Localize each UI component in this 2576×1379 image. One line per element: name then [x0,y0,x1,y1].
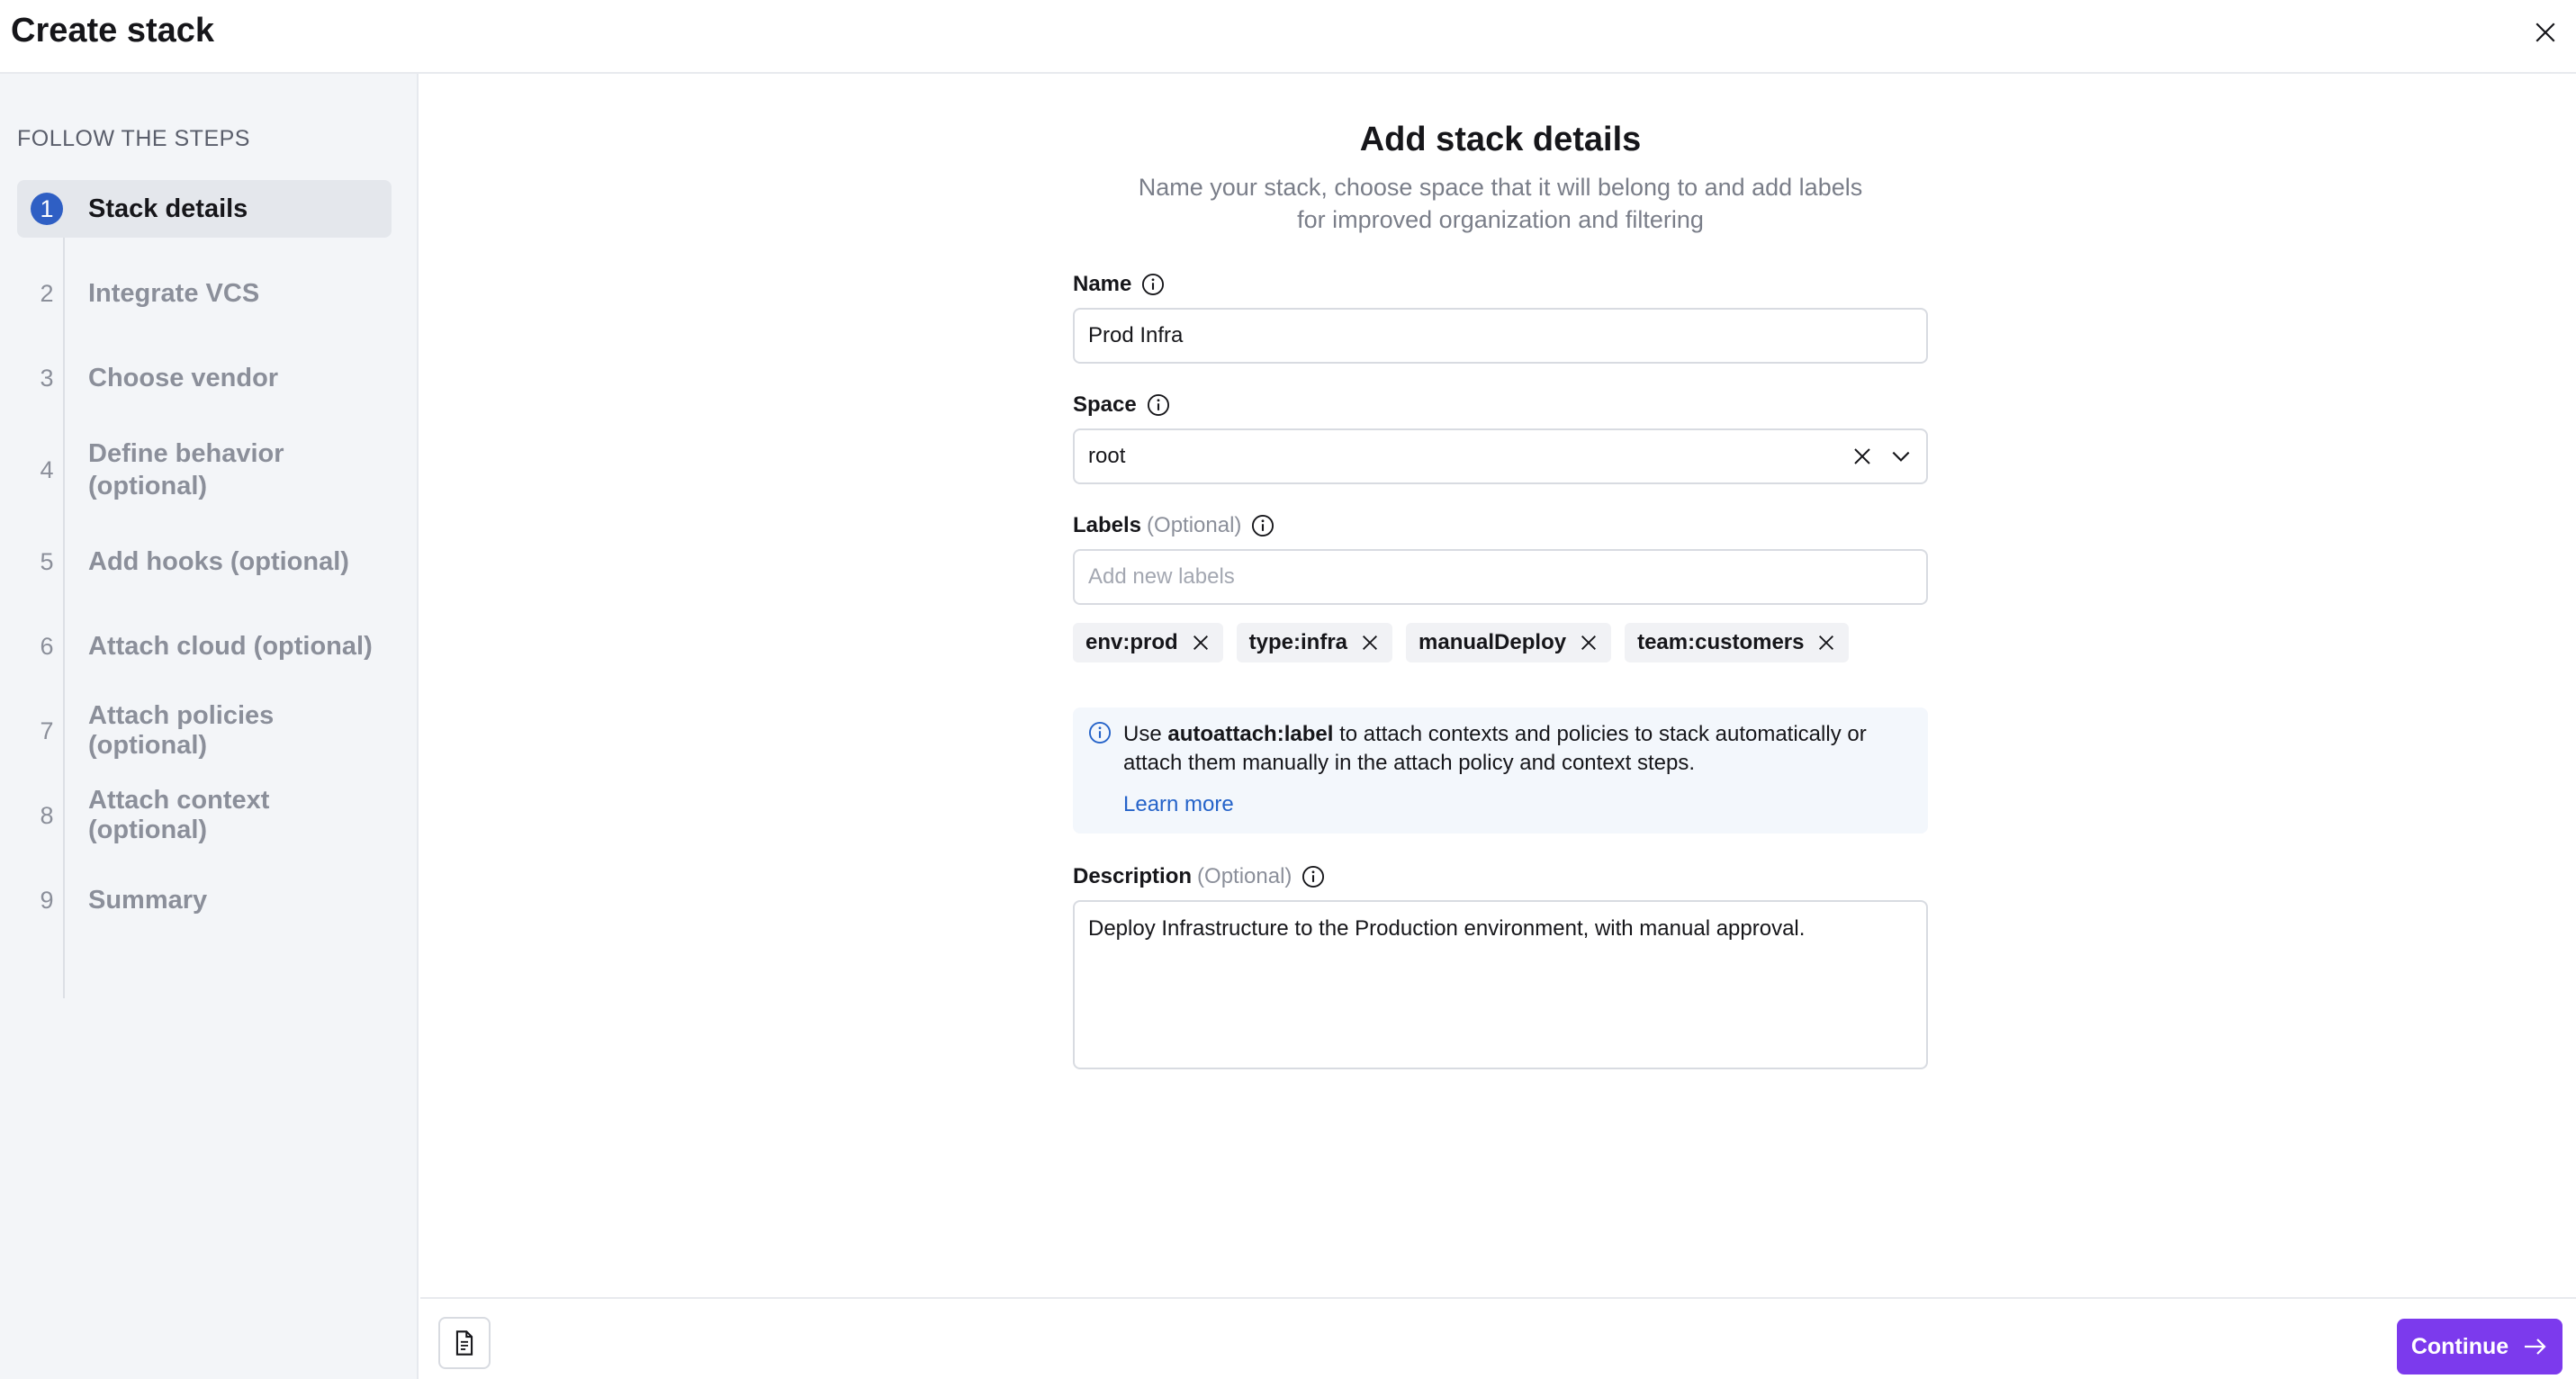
info-icon[interactable] [1146,392,1171,418]
description-label [1073,864,1928,889]
step-summary[interactable] [17,871,392,929]
remove-icon[interactable] [1816,633,1836,653]
form-subtitle: Name your stack, choose space that it will belong to and add labels for improved organization and filtering [1138,174,1863,233]
label-chip-text: team:customers [1637,630,1805,654]
label-chip [1237,623,1392,662]
step-number: 5 [31,545,63,578]
step-label: Summary [88,885,208,915]
remove-icon[interactable] [1579,633,1599,653]
chevron-down-icon[interactable] [1889,445,1913,468]
name-label-text: Name [1073,272,1132,296]
sidebar-heading: FOLLOW THE STEPS [17,126,250,151]
remove-icon[interactable] [1360,633,1380,653]
close-button[interactable] [2527,14,2563,50]
labels-input-placeholder: Add new labels [1088,564,1235,589]
document-icon [452,1329,477,1356]
step-label: Integrate VCS [88,278,260,308]
step-number: 1 [31,193,63,225]
step-label: Attach context (optional) [88,786,270,844]
step-choose-vendor[interactable] [17,349,392,407]
label-chips [1073,623,1928,662]
label-chip [1406,623,1611,662]
step-define-behavior[interactable] [17,426,392,514]
labels-label [1073,513,1928,538]
label-chip-text: env:prod [1085,630,1178,654]
label-chip-text: type:infra [1248,630,1348,654]
learn-more-link[interactable]: Learn more [1123,792,1234,816]
continue-button[interactable] [2397,1319,2562,1374]
space-label [1073,392,1928,418]
space-select-value: root [1088,444,1126,468]
info-icon[interactable] [1140,272,1166,297]
modal-header [0,0,2576,74]
main-content [420,74,2576,1298]
step-number: 9 [31,884,63,916]
step-number: 7 [31,715,63,747]
label-chip [1625,623,1849,662]
documentation-button[interactable] [438,1317,491,1369]
optional-tag: (Optional) [1197,864,1293,888]
clear-icon[interactable] [1851,446,1873,467]
name-input-value: Prod Infra [1088,323,1184,347]
step-attach-cloud[interactable] [17,617,392,675]
step-attach-context[interactable] [17,787,392,844]
step-label: Stack details [88,194,248,223]
callout-suffix: to attach contexts and policies to stack automatically or attach them manually in the attach policy and context steps. [1123,722,1867,775]
label-chip-text: manualDeploy [1419,630,1567,654]
step-stack-details[interactable] [17,180,392,238]
step-label: Attach policies (optional) [88,701,275,760]
info-icon[interactable] [1250,513,1275,538]
remove-icon[interactable] [1191,633,1211,653]
labels-input[interactable] [1073,549,1928,605]
info-icon[interactable] [1301,864,1326,889]
step-integrate-vcs[interactable] [17,265,392,322]
step-number: 8 [31,799,63,832]
step-label: Add hooks (optional) [88,546,349,576]
steps-list [17,180,392,929]
step-attach-policies[interactable] [17,702,392,760]
labels-label-text: Labels [1073,513,1142,537]
name-input[interactable] [1073,308,1928,364]
name-label [1073,272,1928,297]
step-number: 3 [31,362,63,394]
select-controls [1851,445,1913,468]
info-icon [1087,720,1112,745]
continue-label: Continue [2410,1333,2509,1359]
step-add-hooks[interactable] [17,533,392,590]
callout-keyword: autoattach:label [1167,722,1334,746]
step-number: 4 [31,454,63,486]
page-title: Create stack [11,12,215,50]
label-chip [1073,623,1223,662]
space-select[interactable] [1073,428,1928,484]
arrow-right-icon [2523,1336,2548,1357]
callout-prefix: Use [1123,722,1162,746]
description-textarea[interactable] [1073,900,1928,1069]
close-icon [2534,21,2557,44]
step-number: 2 [31,277,63,310]
description-value: Deploy Infrastructure to the Production environment, with manual approval. [1088,916,1806,941]
form-title: Add stack details [1359,121,1642,158]
step-label: Attach cloud (optional) [88,631,373,661]
modal-footer [420,1297,2576,1379]
autoattach-callout [1073,708,1928,834]
description-label-text: Description [1073,864,1193,888]
callout-text [1123,720,1912,778]
stack-details-form [1073,101,1928,1069]
space-label-text: Space [1073,392,1137,417]
step-label: Choose vendor [88,363,279,392]
steps-sidebar [0,74,419,1379]
step-label: Define behavior (optional) [88,439,284,500]
optional-tag: (Optional) [1147,513,1242,537]
step-number: 6 [31,630,63,662]
